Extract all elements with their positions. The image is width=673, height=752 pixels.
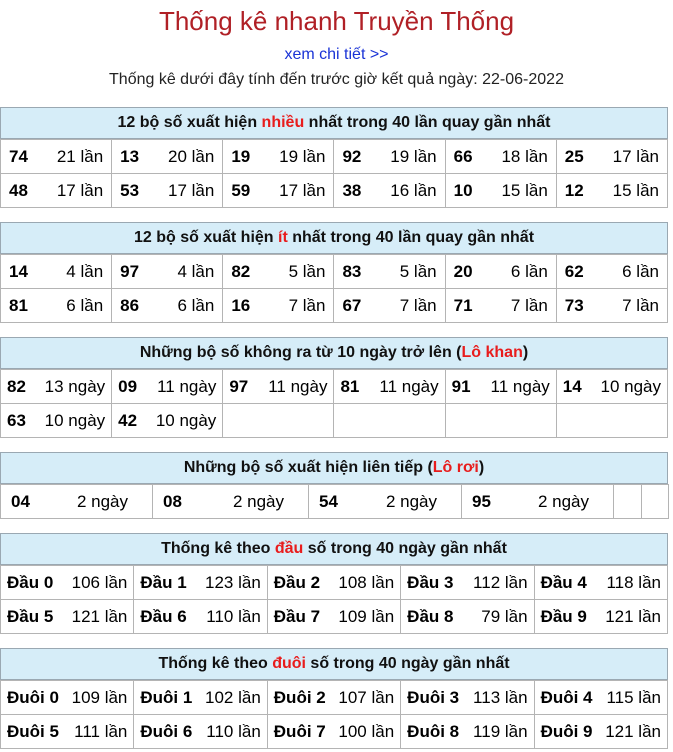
stat-value: 17 lần [167, 180, 215, 200]
stat-cell [445, 404, 556, 438]
section-header: 12 bộ số xuất hiện ít nhất trong 40 lần quay gần nhất [0, 222, 668, 254]
lo-roi-table [0, 484, 669, 519]
table-row [1, 485, 669, 519]
empty-cell [614, 485, 642, 519]
dau-stats-section [0, 533, 668, 634]
stat-cell [223, 289, 334, 323]
stat-value: 102 lần [205, 687, 261, 707]
stat-key: 67 [342, 295, 362, 315]
stat-key: Đuôi 8 [407, 721, 460, 741]
stat-key: 73 [564, 295, 584, 315]
duoi-stats-table [0, 680, 668, 749]
stat-value: 19 lần [390, 146, 437, 166]
stat-cell [556, 404, 667, 438]
stat-cell [1, 715, 134, 749]
stat-value: 121 lần [71, 606, 128, 626]
stat-key: Đuôi 1 [140, 687, 193, 707]
stat-key: 53 [120, 180, 140, 200]
stat-cell [223, 174, 334, 208]
stat-cell [334, 140, 445, 174]
stat-cell [1, 289, 112, 323]
stat-cell [534, 566, 667, 600]
stat-value: 10 ngày [155, 410, 217, 430]
stat-value: 18 lần [501, 146, 548, 166]
stat-key: 81 [9, 295, 28, 315]
stat-cell [1, 404, 112, 438]
stat-cell [445, 174, 556, 208]
stat-value: 15 lần [612, 180, 659, 200]
stat-key: Đầu 4 [540, 572, 587, 592]
stat-value: 10 ngày [44, 410, 106, 430]
stat-cell [534, 600, 667, 634]
stat-key: Đuôi 3 [407, 687, 460, 707]
stat-key: Đầu 1 [140, 572, 187, 592]
stat-key: Đuôi 5 [7, 721, 59, 741]
table-row [1, 289, 668, 323]
stat-cell [223, 370, 334, 404]
stat-cell [556, 289, 667, 323]
stat-key: Đuôi 4 [540, 687, 593, 707]
stat-value: 4 lần [177, 261, 215, 281]
stat-key: Đầu 9 [540, 606, 587, 626]
stat-value: 107 lần [338, 687, 395, 707]
stat-key: Đuôi 9 [540, 721, 593, 741]
stat-cell [534, 681, 667, 715]
stat-key: Đầu 6 [140, 606, 187, 626]
stat-cell [556, 255, 667, 289]
stat-key: 14 [9, 261, 28, 281]
stat-value: 111 lần [74, 721, 128, 741]
most-frequent-section [0, 107, 668, 208]
stat-key: 81 [340, 376, 360, 396]
stat-value: 11 ngày [157, 376, 217, 396]
stat-cell [112, 255, 223, 289]
stat-value: 16 lần [390, 180, 437, 200]
stat-value: 20 lần [167, 146, 215, 166]
table-row [1, 140, 668, 174]
stat-key: 48 [9, 180, 28, 200]
stat-cell [334, 404, 445, 438]
stat-key: 92 [342, 146, 362, 166]
stat-cell [534, 715, 667, 749]
table-row [1, 566, 668, 600]
section-header: Những bộ số xuất hiện liên tiếp (Lô rơi) [0, 452, 668, 484]
stat-cell [223, 404, 334, 438]
stat-cell [334, 255, 445, 289]
stat-key: 97 [120, 261, 140, 281]
stat-cell [134, 566, 267, 600]
stat-value: 4 lần [66, 261, 104, 281]
stat-value: 121 lần [605, 606, 661, 626]
table-row [1, 370, 668, 404]
stat-cell [401, 566, 534, 600]
stat-value: 10 ngày [600, 376, 661, 396]
stat-key: 25 [564, 146, 584, 166]
stat-value: 6 lần [177, 295, 215, 315]
empty-cell [642, 485, 669, 519]
stat-key: Đuôi 2 [273, 687, 326, 707]
stat-cell [1, 566, 134, 600]
stat-value: 110 lần [206, 721, 261, 741]
stat-cell [445, 370, 556, 404]
duoi-stats-section [0, 648, 668, 749]
stat-value: 7 lần [288, 295, 326, 315]
lo-roi-section [0, 452, 668, 519]
stat-cell [556, 370, 667, 404]
stat-cell [112, 140, 223, 174]
stat-value: 119 lần [473, 721, 528, 741]
table-row [1, 255, 668, 289]
stat-key: Đầu 5 [7, 606, 54, 626]
stat-value: 5 lần [288, 261, 326, 281]
stat-value: 11 ngày [490, 376, 550, 396]
stat-value: 112 lần [473, 572, 528, 592]
stat-value: 100 lần [338, 721, 395, 741]
stat-value: 108 lần [338, 572, 395, 592]
stat-cell [401, 600, 534, 634]
stat-cell [401, 715, 534, 749]
stat-key: Đầu 7 [273, 606, 321, 626]
stat-cell [334, 289, 445, 323]
stat-cell [267, 566, 400, 600]
stat-value: 15 lần [501, 180, 548, 200]
stat-value: 123 lần [205, 572, 261, 592]
stat-cell [223, 140, 334, 174]
stat-cell [445, 140, 556, 174]
section-header: Thống kê theo đầu số trong 40 ngày gần nhất [0, 533, 668, 565]
stat-cell [267, 681, 400, 715]
stat-key: 16 [231, 295, 251, 315]
stat-key: 83 [342, 261, 362, 281]
most-frequent-table [0, 139, 668, 208]
stat-cell [401, 681, 534, 715]
stat-cell [112, 370, 223, 404]
stat-cell [112, 289, 223, 323]
stat-value: 5 lần [399, 261, 437, 281]
stat-key: 20 [453, 261, 473, 281]
stat-cell [334, 370, 445, 404]
least-frequent-section [0, 222, 668, 323]
stat-key: 97 [229, 376, 249, 396]
stat-value: 17 lần [56, 180, 104, 200]
stat-cell [1, 255, 112, 289]
stat-key: 10 [453, 180, 473, 200]
stat-key: 74 [9, 146, 28, 166]
stat-value: 7 lần [510, 295, 548, 315]
stat-cell [267, 600, 400, 634]
least-frequent-table [0, 254, 668, 323]
stat-key: Đầu 3 [407, 572, 454, 592]
stat-key: 91 [451, 376, 471, 396]
stat-key: 82 [231, 261, 251, 281]
stat-value: 17 lần [612, 146, 659, 166]
table-row [1, 681, 668, 715]
stat-key: 42 [118, 410, 138, 430]
stat-value: 19 lần [279, 146, 326, 166]
stat-cell [112, 404, 223, 438]
stat-value: 21 lần [56, 146, 104, 166]
stat-value: 6 lần [622, 261, 659, 281]
detail-link[interactable]: xem chi tiết >> [284, 46, 389, 63]
stat-value: 121 lần [605, 721, 661, 741]
table-row [1, 404, 668, 438]
stat-key: Đầu 0 [7, 572, 54, 592]
stat-cell [112, 174, 223, 208]
stat-cell [1, 681, 134, 715]
stat-value: 13 ngày [44, 376, 106, 396]
stat-key: 19 [231, 146, 251, 166]
stat-key: 63 [7, 410, 26, 430]
stat-cell [445, 289, 556, 323]
stat-key: 38 [342, 180, 362, 200]
lo-roi-cell: 54 2 ngày [309, 485, 462, 519]
stat-key: 82 [7, 376, 26, 396]
stat-key: 71 [453, 295, 473, 315]
stat-value: 110 lần [206, 606, 261, 626]
stat-key: 14 [562, 376, 582, 396]
stat-value: 6 lần [66, 295, 104, 315]
stat-key: 66 [453, 146, 473, 166]
lo-roi-cell: 08 2 ngày [153, 485, 309, 519]
page-title: Thống kê nhanh Truyền Thống [158, 6, 515, 36]
stat-cell [1, 370, 112, 404]
section-header: 12 bộ số xuất hiện nhiều nhất trong 40 lần quay gần nhất [0, 107, 668, 139]
stat-cell [1, 174, 112, 208]
stat-cell [445, 255, 556, 289]
stat-key: Đuôi 7 [273, 721, 326, 741]
stat-value: 113 lần [473, 687, 528, 707]
stat-value: 17 lần [279, 180, 326, 200]
stat-key: 12 [564, 180, 584, 200]
table-row [1, 715, 668, 749]
stat-value: 109 lần [338, 606, 395, 626]
lo-khan-section [0, 337, 668, 438]
stat-cell [556, 140, 667, 174]
stat-key: 86 [120, 295, 140, 315]
stat-key: 13 [120, 146, 140, 166]
stat-key: 59 [231, 180, 251, 200]
dau-stats-table [0, 565, 668, 634]
stat-value: 11 ngày [268, 376, 328, 396]
section-header: Những bộ số không ra từ 10 ngày trở lên (Lô khan) [0, 337, 668, 369]
lo-roi-cell: 95 2 ngày [462, 485, 614, 519]
stat-value: 79 lần [481, 606, 528, 626]
stat-cell [223, 255, 334, 289]
stat-key: Đầu 2 [273, 572, 321, 592]
stat-value: 7 lần [622, 295, 659, 315]
stat-key: Đuôi 6 [140, 721, 193, 741]
section-header: Thống kê theo đuôi số trong 40 ngày gần nhất [0, 648, 668, 680]
stat-cell [334, 174, 445, 208]
stat-value: 106 lần [71, 572, 128, 592]
stat-value: 115 lần [606, 687, 661, 707]
stat-cell [267, 715, 400, 749]
stat-cell [1, 600, 134, 634]
stat-cell [1, 140, 112, 174]
stat-value: 109 lần [71, 687, 128, 707]
stat-key: Đầu 8 [407, 606, 454, 626]
table-row [1, 174, 668, 208]
stat-key: Đuôi 0 [7, 687, 59, 707]
stat-value: 118 lần [606, 572, 661, 592]
stat-value: 6 lần [510, 261, 548, 281]
stat-value: 11 ngày [379, 376, 439, 396]
stat-key: 09 [118, 376, 138, 396]
lo-roi-cell: 04 2 ngày [1, 485, 153, 519]
stat-cell [134, 600, 267, 634]
page-subtitle: Thống kê dưới đây tính đến trước giờ kết quả ngày: 22-06-2022 [109, 71, 564, 88]
stat-key: 62 [564, 261, 584, 281]
table-row [1, 600, 668, 634]
stat-cell [556, 174, 667, 208]
stat-value: 7 lần [399, 295, 437, 315]
stat-cell [134, 681, 267, 715]
stat-cell [134, 715, 267, 749]
lo-khan-table [0, 369, 668, 438]
